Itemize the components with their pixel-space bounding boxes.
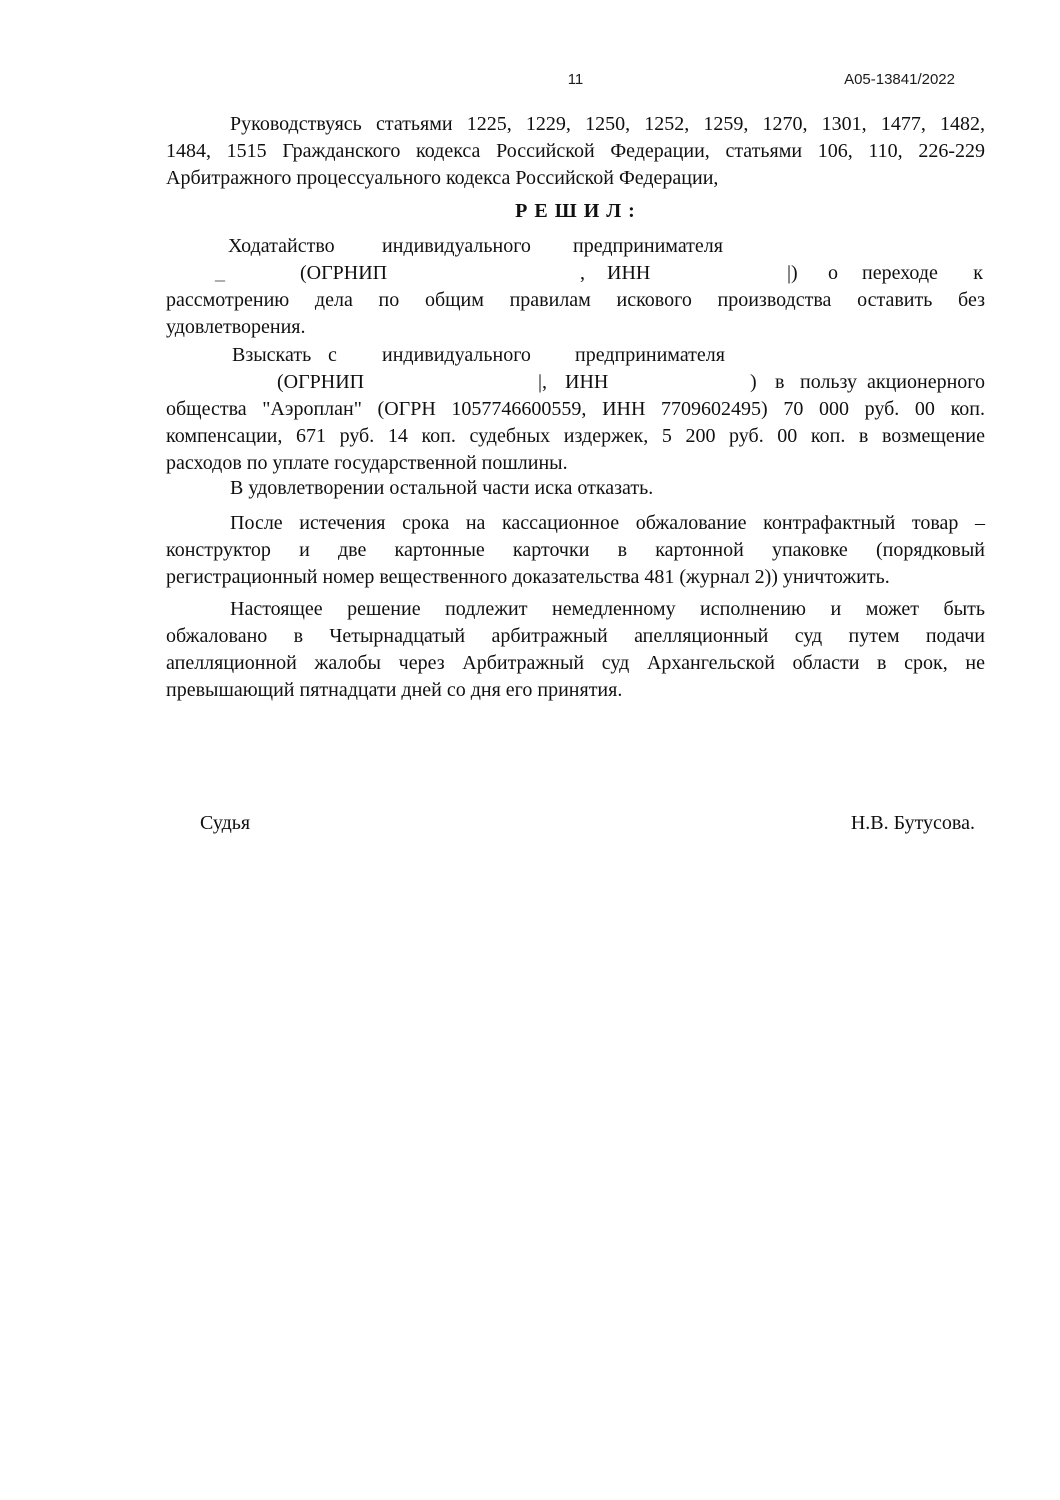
- paragraph-motion-denied: [166, 233, 985, 341]
- paragraph-appeal-info: [166, 596, 985, 704]
- text-fragment: (ОГРНИП: [277, 371, 365, 393]
- signature-role: Судья: [200, 812, 251, 834]
- text-line: Руководствуясь статьями 1225, 1229, 1250, 1252, 1259, 1270, 1301, 1477, 1482,: [230, 113, 985, 135]
- paragraph-destroy-goods: [166, 510, 985, 591]
- text-fragment: индивидуального: [382, 235, 531, 257]
- redaction-mark: |): [787, 262, 798, 284]
- text-line: компенсации, 671 руб. 14 коп. судебных издержек, 5 200 руб. 00 коп. в возмещение: [166, 425, 985, 447]
- signature-name: Н.В. Бутусова.: [850, 812, 975, 834]
- text-fragment: ИНН: [607, 262, 651, 284]
- text-line: В удовлетворении остальной части иска отказать.: [230, 477, 654, 499]
- text-line: общества "Аэроплан" (ОГРН 1057746600559, ИНН 7709602495) 70 000 руб. 00 коп.: [166, 398, 985, 420]
- text-line: расходов по уплате государственной пошлины.: [166, 452, 568, 474]
- signature-row: [166, 810, 985, 837]
- text-line: превышающий пятнадцати дней со дня его принятия.: [166, 679, 623, 701]
- text-fragment: индивидуального: [382, 344, 531, 366]
- text-line: рассмотрению дела по общим правилам искового производства оставить без: [166, 289, 985, 311]
- text-line: регистрационный номер вещественного доказательства 481 (журнал 2)) уничтожить.: [166, 566, 890, 588]
- text-fragment: о: [828, 262, 838, 284]
- text-line: [166, 233, 985, 260]
- paragraph-recovery-order: [166, 342, 985, 477]
- text-line: [166, 342, 985, 369]
- paragraph-legal-basis: [166, 111, 985, 192]
- page-number: 11: [567, 71, 584, 88]
- text-line: [166, 260, 985, 287]
- paragraph-partial-denial: [166, 475, 985, 502]
- text-fragment: ,: [580, 262, 585, 284]
- resolution-heading: Р Е Ш И Л :: [515, 200, 636, 222]
- text-fragment: пользу: [800, 371, 858, 393]
- text-line: Арбитражного процессуального кодекса Российской Федерации,: [166, 167, 719, 189]
- text-line: апелляционной жалобы через Арбитражный суд Архангельской области в срок, не: [166, 652, 985, 674]
- redaction-mark: _: [215, 262, 225, 284]
- text-line: удовлетворения.: [166, 316, 306, 338]
- text-fragment: предпринимателя: [573, 235, 723, 257]
- text-line: обжаловано в Четырнадцатый арбитражный апелляционный суд путем подачи: [166, 625, 985, 647]
- text-fragment: акционерного: [867, 371, 985, 393]
- text-fragment: (ОГРНИП: [300, 262, 388, 284]
- redaction-mark: |,: [538, 371, 548, 393]
- text-fragment: переходе: [862, 262, 938, 284]
- text-fragment: ): [750, 371, 757, 393]
- text-fragment: в: [775, 371, 785, 393]
- text-fragment: ИНН: [565, 371, 609, 393]
- text-line: 1484, 1515 Гражданского кодекса Российской Федерации, статьями 106, 110, 226-229: [166, 140, 985, 162]
- text-fragment: предпринимателя: [575, 344, 725, 366]
- text-fragment: с: [328, 344, 337, 366]
- text-line: Настоящее решение подлежит немедленному исполнению и может быть: [230, 598, 985, 620]
- page-header: [166, 71, 985, 93]
- text-line: После истечения срока на кассационное обжалование контрафактный товар –: [230, 512, 985, 534]
- text-fragment: к: [973, 262, 983, 284]
- text-fragment: Ходатайство: [228, 235, 335, 257]
- text-line: [166, 369, 985, 396]
- case-number: А05-13841/2022: [844, 71, 955, 88]
- text-line: конструктор и две картонные карточки в картонной упаковке (порядковый: [166, 539, 985, 561]
- text-fragment: Взыскать: [232, 344, 312, 366]
